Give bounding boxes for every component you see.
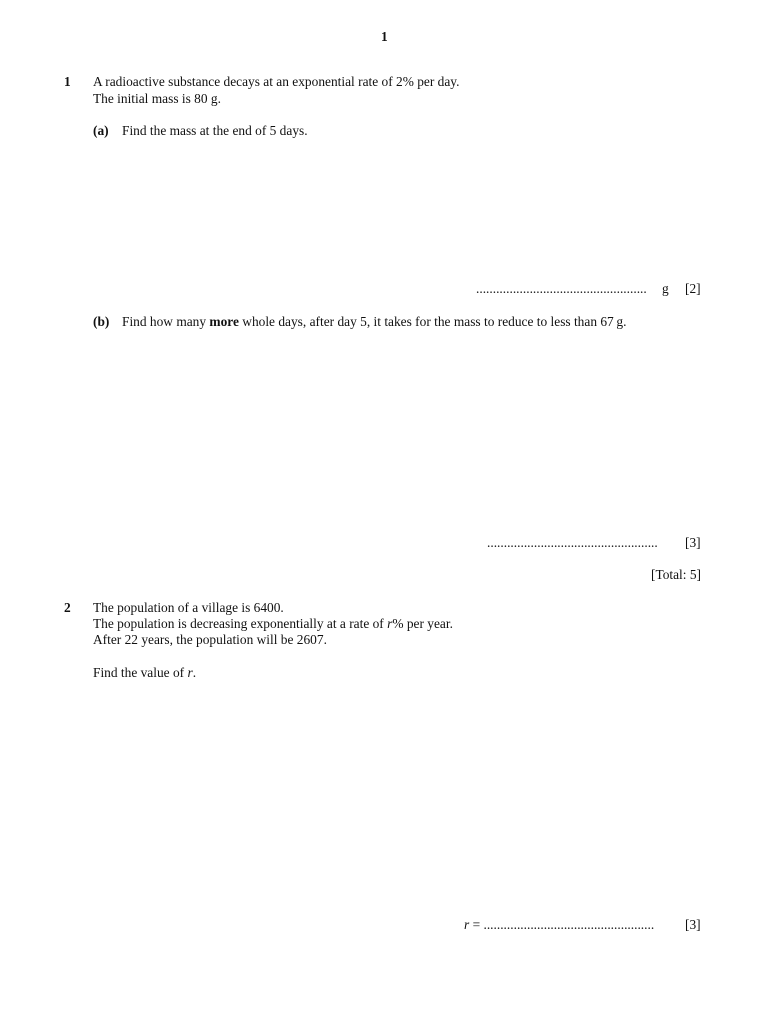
question-2-stem-line-3: After 22 years, the population will be 2607.	[93, 632, 327, 647]
question-2-prompt	[93, 665, 196, 681]
part-b-text	[122, 314, 626, 330]
part-b-text-before: Find how many	[122, 314, 210, 329]
question-2-prompt-var: r	[187, 665, 193, 680]
question-2-stem-var: r	[387, 616, 393, 631]
part-a-marks: [2]	[685, 281, 701, 296]
part-b-label: (b)	[93, 314, 110, 329]
question-2-marks: [3]	[685, 917, 701, 932]
question-2-stem-line-2-before: The population is decreasing exponentially at a rate of	[93, 616, 388, 631]
question-2-number: 2	[64, 600, 71, 615]
question-2-stem-line-1: The population of a village is 6400.	[93, 600, 284, 615]
part-b-marks: [3]	[685, 535, 701, 550]
question-1-stem-line-1: A radioactive substance decays at an exponential rate of 2% per day.	[93, 74, 460, 89]
question-2-prompt-before: Find the value of	[93, 665, 188, 680]
part-b-text-bold: more	[209, 314, 239, 329]
question-2-answer-line[interactable]: ...................................................	[483, 917, 655, 932]
part-a-unit: g	[662, 281, 669, 296]
part-a-text: Find the mass at the end of 5 days.	[122, 123, 308, 138]
question-2-prompt-after: .	[192, 665, 197, 680]
part-b-text-after: whole days, after day 5, it takes for the mass to reduce to less than 67 g.	[238, 314, 627, 329]
question-2-answer	[464, 917, 654, 933]
part-a-label: (a)	[93, 123, 109, 138]
question-2-answer-var: r	[464, 917, 470, 932]
question-2-stem-line-2-after: % per year.	[392, 616, 453, 631]
question-1-stem-line-2: The initial mass is 80 g.	[93, 91, 221, 106]
question-1-total: [Total: 5]	[651, 567, 702, 582]
part-a-answer-line[interactable]: ...................................................	[476, 281, 647, 296]
page-number: 1	[381, 29, 388, 44]
part-b-answer-line[interactable]: ...................................................	[487, 535, 658, 550]
question-1-number: 1	[64, 74, 71, 89]
question-2-stem-line-2	[93, 616, 453, 632]
question-2-answer-eq: =	[469, 917, 484, 932]
